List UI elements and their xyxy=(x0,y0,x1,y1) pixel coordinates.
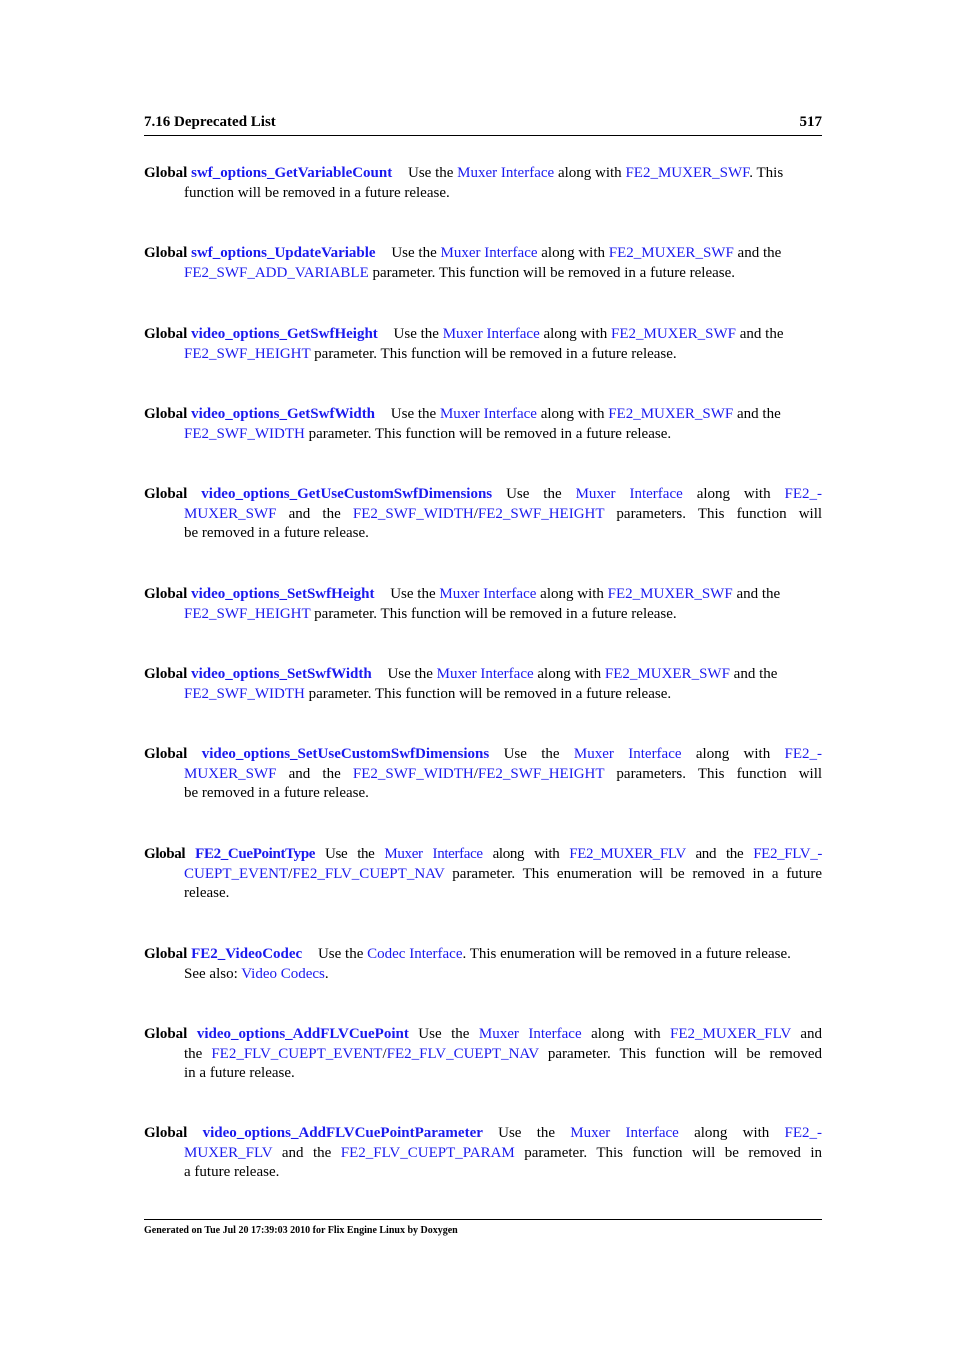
entry-name-link[interactable]: video_options_GetSwfWidth xyxy=(191,406,376,422)
muxer-interface-link[interactable]: Muxer Interface xyxy=(384,846,483,862)
deprecated-entry: Global video_options_GetSwfHeight Use the Muxer Interface along with FE2_MUXER_SWF and the FE2_SWF_HEIGHT parameter. This function will be removed in a future release. xyxy=(144,326,784,362)
fe2-muxer-flv-link[interactable]: MUXER_FLV xyxy=(184,1144,273,1161)
muxer-interface-link[interactable]: Muxer Interface xyxy=(478,1026,582,1042)
codec-interface-link[interactable]: Codec Interface xyxy=(367,946,463,962)
fe2-flv-cuept-event-link[interactable]: FE2_FLV_CUEPT_EVENT xyxy=(211,1045,383,1062)
deprecated-entry: Global video_options_GetUseCustomSwfDimensions Use the Muxer Interface along with FE2_- MUXER_SWF and the FE2_SWF_WIDTH/FE2_SWF_HEIGHT parameters. This function will be removed in a future release. xyxy=(144,486,822,542)
fe2-swf-height-link[interactable]: FE2_SWF_HEIGHT xyxy=(477,765,605,782)
fe2-flv-cuept-nav-link[interactable]: FE2_FLV_CUEPT_NAV xyxy=(386,1045,539,1062)
deprecated-entry: Global video_options_SetSwfHeight Use the Muxer Interface along with FE2_MUXER_SWF and the FE2_SWF_HEIGHT parameter. This function will be removed in a future release. xyxy=(144,586,781,622)
fe2-flv-cuept-nav-link[interactable]: FE2_FLV_CUEPT_NAV xyxy=(292,865,445,882)
section-title: 7.16 Deprecated List xyxy=(144,114,276,130)
deprecated-entry: Global video_options_AddFLVCuePointParameter Use the Muxer Interface along with FE2_- MUXER_FLV and the FE2_FLV_CUEPT_PARAM parameter. This function will be removed in a future release. xyxy=(144,1125,822,1181)
fe2-muxer-flv-link[interactable]: FE2_- xyxy=(784,1125,822,1141)
muxer-interface-link[interactable]: Muxer Interface xyxy=(457,165,555,181)
fe2-swf-width-link[interactable]: FE2_SWF_WIDTH xyxy=(184,425,305,442)
muxer-interface-link[interactable]: Muxer Interface xyxy=(570,1125,679,1141)
fe2-swf-height-link[interactable]: FE2_SWF_HEIGHT xyxy=(184,605,311,622)
deprecated-entry: Global video_options_AddFLVCuePoint Use the Muxer Interface along with FE2_MUXER_FLV and the FE2_FLV_CUEPT_EVENT/FE2_FLV_CUEPT_NAV parameter. This function will be removed in a future release. xyxy=(144,1026,822,1082)
fe2-muxer-swf-link[interactable]: FE2_MUXER_SWF xyxy=(607,586,733,602)
muxer-interface-link[interactable]: Muxer Interface xyxy=(573,746,682,762)
fe2-muxer-swf-link[interactable]: FE2_- xyxy=(784,746,822,762)
entry-name-link[interactable]: swf_options_UpdateVariable xyxy=(191,245,376,261)
entry-name-link[interactable]: video_options_SetSwfHeight xyxy=(191,586,375,602)
fe2-swf-width-link[interactable]: FE2_SWF_WIDTH xyxy=(352,765,474,782)
fe2-muxer-swf-link[interactable]: FE2_- xyxy=(784,486,822,502)
fe2-muxer-swf-link[interactable]: FE2_MUXER_SWF xyxy=(608,245,734,261)
fe2-muxer-swf-link[interactable]: MUXER_SWF xyxy=(184,765,277,782)
deprecated-entry: Global swf_options_GetVariableCount Use the Muxer Interface along with FE2_MUXER_SWF. This function will be removed in a future release. xyxy=(144,165,784,201)
fe2-muxer-swf-link[interactable]: FE2_MUXER_SWF xyxy=(608,406,734,422)
fe2-muxer-swf-link[interactable]: MUXER_SWF xyxy=(184,505,277,522)
deprecated-entry: Global swf_options_UpdateVariable Use the Muxer Interface along with FE2_MUXER_SWF and the FE2_SWF_ADD_VARIABLE parameter. This function will be removed in a future release. xyxy=(144,245,782,281)
fe2-swf-height-link[interactable]: FE2_SWF_HEIGHT xyxy=(184,345,311,362)
deprecated-entry: Global FE2_CuePointType Use the Muxer Interface along with FE2_MUXER_FLV and the FE2_FLV_- CUEPT_EVENT/FE2_FLV_CUEPT_NAV parameter. This enumeration will be removed in a future release. xyxy=(144,846,822,902)
page-footer: Generated on Tue Jul 20 17:39:03 2010 for Flix Engine Linux by Doxygen xyxy=(144,1219,822,1236)
muxer-interface-link[interactable]: Muxer Interface xyxy=(436,666,534,682)
running-header xyxy=(144,113,822,136)
fe2-flv-cuept-param-link[interactable]: FE2_FLV_CUEPT_PARAM xyxy=(340,1144,515,1161)
fe2-muxer-swf-link[interactable]: FE2_MUXER_SWF xyxy=(625,165,750,181)
entry-name-link[interactable]: video_options_SetUseCustomSwfDimensions xyxy=(201,746,490,762)
entry-name-link[interactable]: swf_options_GetVariableCount xyxy=(191,165,393,181)
muxer-interface-link[interactable]: Muxer Interface xyxy=(439,586,537,602)
entry-name-link[interactable]: video_options_SetSwfWidth xyxy=(191,666,372,682)
entry-name-link[interactable]: video_options_GetSwfHeight xyxy=(191,326,378,342)
entry-name-link[interactable]: video_options_AddFLVCuePointParameter xyxy=(202,1125,483,1141)
video-codecs-link[interactable]: Video Codecs xyxy=(241,965,325,982)
muxer-interface-link[interactable]: Muxer Interface xyxy=(575,486,683,502)
fe2-swf-width-link[interactable]: FE2_SWF_WIDTH xyxy=(352,505,474,522)
fe2-swf-add-variable-link[interactable]: FE2_SWF_ADD_VARIABLE xyxy=(184,264,369,281)
muxer-interface-link[interactable]: Muxer Interface xyxy=(442,326,540,342)
fe2-muxer-swf-link[interactable]: FE2_MUXER_SWF xyxy=(610,326,737,342)
deprecated-entry: Global video_options_SetUseCustomSwfDimensions Use the Muxer Interface along with FE2_- MUXER_SWF and the FE2_SWF_WIDTH/FE2_SWF_HEIGHT parameters. This function will be removed in a future release. xyxy=(144,746,822,802)
fe2-muxer-flv-link[interactable]: FE2_MUXER_FLV xyxy=(569,846,686,862)
deprecated-entry: Global video_options_SetSwfWidth Use the Muxer Interface along with FE2_MUXER_SWF and the FE2_SWF_WIDTH parameter. This function will be removed in a future release. xyxy=(144,666,778,702)
entry-name-link[interactable]: video_options_GetUseCustomSwfDimensions xyxy=(201,486,493,502)
entry-name-link[interactable]: FE2_CuePointType xyxy=(195,846,316,862)
fe2-flv-cuept-event-link[interactable]: CUEPT_EVENT xyxy=(184,865,289,882)
fe2-muxer-swf-link[interactable]: FE2_MUXER_SWF xyxy=(604,666,730,682)
fe2-swf-height-link[interactable]: FE2_SWF_HEIGHT xyxy=(477,505,605,522)
fe2-muxer-flv-link[interactable]: FE2_MUXER_FLV xyxy=(670,1026,791,1042)
muxer-interface-link[interactable]: Muxer Interface xyxy=(439,406,537,422)
page-number: 517 xyxy=(799,114,822,130)
muxer-interface-link[interactable]: Muxer Interface xyxy=(440,245,538,261)
entry-name-link[interactable]: FE2_VideoCodec xyxy=(191,946,303,962)
deprecated-entry: Global video_options_GetSwfWidth Use the Muxer Interface along with FE2_MUXER_SWF and the FE2_SWF_WIDTH parameter. This function will be removed in a future release. xyxy=(144,406,781,442)
deprecated-entry: Global FE2_VideoCodec Use the Codec Interface. This enumeration will be removed in a future release. See also: Video Codecs. xyxy=(144,946,791,982)
fe2-swf-width-link[interactable]: FE2_SWF_WIDTH xyxy=(184,685,305,702)
fe2-flv-cuept-event-link[interactable]: FE2_FLV_- xyxy=(753,846,822,862)
entry-name-link[interactable]: video_options_AddFLVCuePoint xyxy=(196,1026,409,1042)
